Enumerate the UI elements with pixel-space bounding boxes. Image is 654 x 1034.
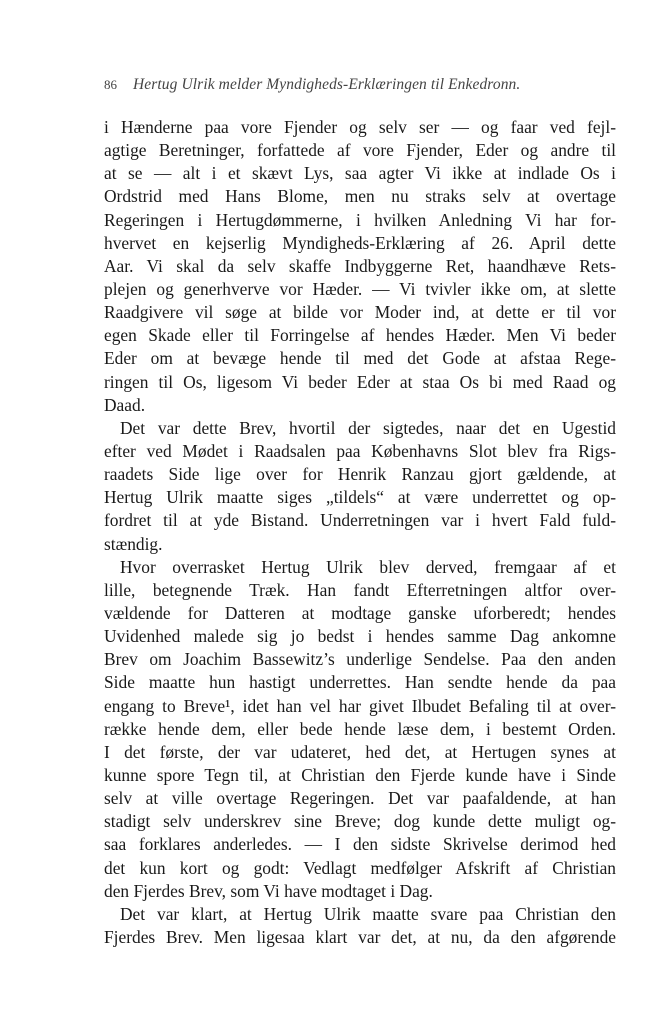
running-header	[104, 76, 520, 94]
text-line: fordret til at yde Bistand. Underretningen var i hvert Fald fuld-	[104, 510, 616, 531]
text-line: plejen og generhverve vor Hæder. — Vi tvivler ikke om, at slette	[104, 278, 616, 299]
text-line: Eder om at bevæge hende til med det Gode at afstaa Rege-	[104, 348, 616, 369]
text-line: række hende dem, eller bede hende læse dem, i bestemt Orden.	[104, 718, 616, 739]
text-line: Side maatte hun hastigt underrettes. Han sendte hende da paa	[104, 672, 616, 693]
text-line: agtige Beretninger, forfattede af vore Fjender, Eder og andre til	[104, 140, 616, 161]
text-line: Det var klart, at Hertug Ulrik maatte svare paa Christian den	[120, 903, 616, 924]
text-line: kunne spore Tegn til, at Christian den Fjerde kunde have i Sinde	[104, 764, 616, 785]
text-line: I det første, der var udateret, hed det, at Hertugen synes at	[104, 741, 616, 762]
text-line: vældende for Datteren at modtage ganske uforberedt; hendes	[104, 602, 616, 623]
text-line: Regeringen i Hertugdømmerne, i hvilken Anledning Vi har for-	[104, 209, 616, 230]
text-line: hvervet en kejserlig Myndigheds-Erklæring af 26. April dette	[104, 232, 616, 253]
text-line: den Fjerdes Brev, som Vi have modtaget i Dag.	[104, 880, 433, 901]
text-line: selv at ville overtage Regeringen. Det var paafaldende, at han	[104, 788, 616, 809]
text-line: Uvidenhed malede sig jo bedst i hendes samme Dag ankomne	[104, 626, 616, 647]
text-line: Daad.	[104, 394, 146, 415]
text-line: Ordstrid med Hans Blome, men nu straks selv at overtage	[104, 186, 616, 207]
text-line: Det var dette Brev, hvortil der sigtedes, naar det en Ugestid	[120, 417, 616, 438]
text-line: at se — alt i et skævt Lys, saa agter Vi ikke at indlade Os i	[104, 163, 616, 184]
text-line: stændig.	[104, 533, 163, 554]
text-line: Raadgivere vil søge at bilde vor Moder ind, at dette er til vor	[104, 302, 616, 323]
body-text	[104, 116, 616, 949]
text-line: raadets Side lige over for Henrik Ranzau gjort gældende, at	[104, 464, 616, 485]
text-line: lille, betegnende Træk. Han fandt Efterretningen altfor over-	[104, 579, 616, 600]
text-line: Hertug Ulrik maatte siges „tildels“ at være underrettet og op-	[104, 487, 616, 508]
running-title: Hertug Ulrik melder Myndigheds-Erklæringen til Enkedronn.	[133, 76, 521, 93]
text-line: Brev om Joachim Bassewitz’s underlige Sendelse. Paa den anden	[104, 649, 616, 670]
text-line: engang to Breve¹, idet han vel har givet Ilbudet Befaling til at over-	[104, 695, 616, 716]
text-line: det kun kort og godt: Vedlagt medfølger Afskrift af Christian	[104, 857, 616, 878]
text-line: Fjerdes Brev. Men ligesaa klart var det, at nu, da den afgørende	[104, 926, 616, 947]
text-line: Hvor overrasket Hertug Ulrik blev derved, fremgaar af et	[120, 556, 616, 577]
text-line: egen Skade eller til Forringelse af hendes Hæder. Men Vi beder	[104, 325, 616, 346]
text-line: Aar. Vi skal da selv skaffe Indbyggerne Ret, haandhæve Rets-	[104, 255, 616, 276]
text-line: saa forklares anderledes. — I den sidste Skrivelse derimod hed	[104, 834, 616, 855]
text-line: i Hænderne paa vore Fjender og selv ser — og faar ved fejl-	[104, 117, 616, 137]
text-line: stadigt selv underskrev sine Breve; dog kunde dette muligt og-	[104, 811, 616, 832]
page-number: 86	[104, 77, 117, 92]
text-line: ringen til Os, ligesom Vi beder Eder at staa Os bi med Raad og	[104, 371, 616, 392]
text-line: efter ved Mødet i Raadsalen paa Københavns Slot blev fra Rigs-	[104, 440, 616, 461]
